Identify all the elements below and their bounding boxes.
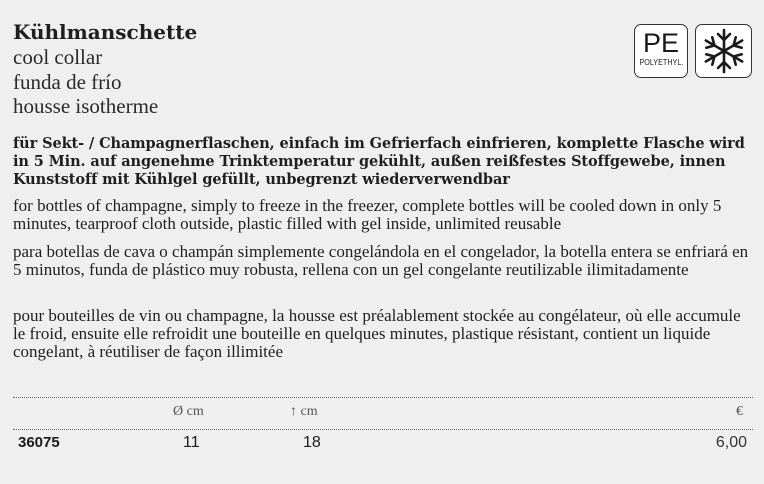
description-es — [13, 243, 755, 279]
description-fr — [13, 307, 755, 361]
description-fr-text: pour bouteilles de vin ou champagne, la housse est préalablement stockée au congélateur, où elle accumule le froid, ensuite elle refroidit une bouteille en quelques minutes, plastique résistant, contient un liquide congelant, à réutiliser de façon illimitée — [13, 306, 741, 361]
pe-material-icon — [634, 24, 688, 78]
product-title-en: cool collar — [13, 45, 103, 69]
table-top-divider — [13, 397, 753, 398]
title-block — [13, 20, 197, 119]
snowflake-icon — [695, 24, 752, 78]
product-title-fr: housse isotherme — [13, 94, 159, 118]
product-title-de: Kühlmanschette — [13, 20, 198, 44]
height-value: 18 — [303, 434, 321, 451]
product-icons — [634, 24, 752, 78]
description-es-text: para botellas de cava o champán simplemente congelándola en el congelador, la botella entera se enfriará en 5 minutos, funda de plástico muy robusta, rellena con un gel congelante reutilizable ilimitadamente — [13, 242, 749, 279]
description-en-text: for bottles of champagne, simply to freeze in the freezer, complete bottles will be cooled down in only 5 minutes, tearproof cloth outside, plastic filled with gel inside, unlimited reusable — [13, 196, 722, 233]
product-title-es: funda de frío — [13, 69, 122, 94]
material-name: POLYETHYL. — [639, 58, 683, 67]
material-code: PE — [642, 28, 680, 58]
table-header-divider — [13, 429, 753, 430]
description-en — [13, 197, 755, 233]
header-diameter: Ø cm — [173, 404, 204, 419]
price-value: 6,00 — [715, 434, 747, 451]
diameter-value: 11 — [183, 434, 200, 451]
header-currency: € — [736, 404, 743, 419]
description-de — [13, 135, 755, 189]
snowflake-icon-graphic — [699, 26, 749, 76]
description-de-text: für Sekt- / Champagnerflaschen, einfach im Gefrierfach einfrieren, komplette Flasche wird in 5 Min. auf angenehme Trinktemperatur gekühlt, außen reißfestes Stoffgewebe, innen Kunststoff mit Kühlgel gefüllt, unbegrenzt wiederverwendbar — [13, 135, 745, 188]
header-height: ↑ cm — [290, 404, 318, 419]
article-number: 36075 — [18, 434, 60, 451]
